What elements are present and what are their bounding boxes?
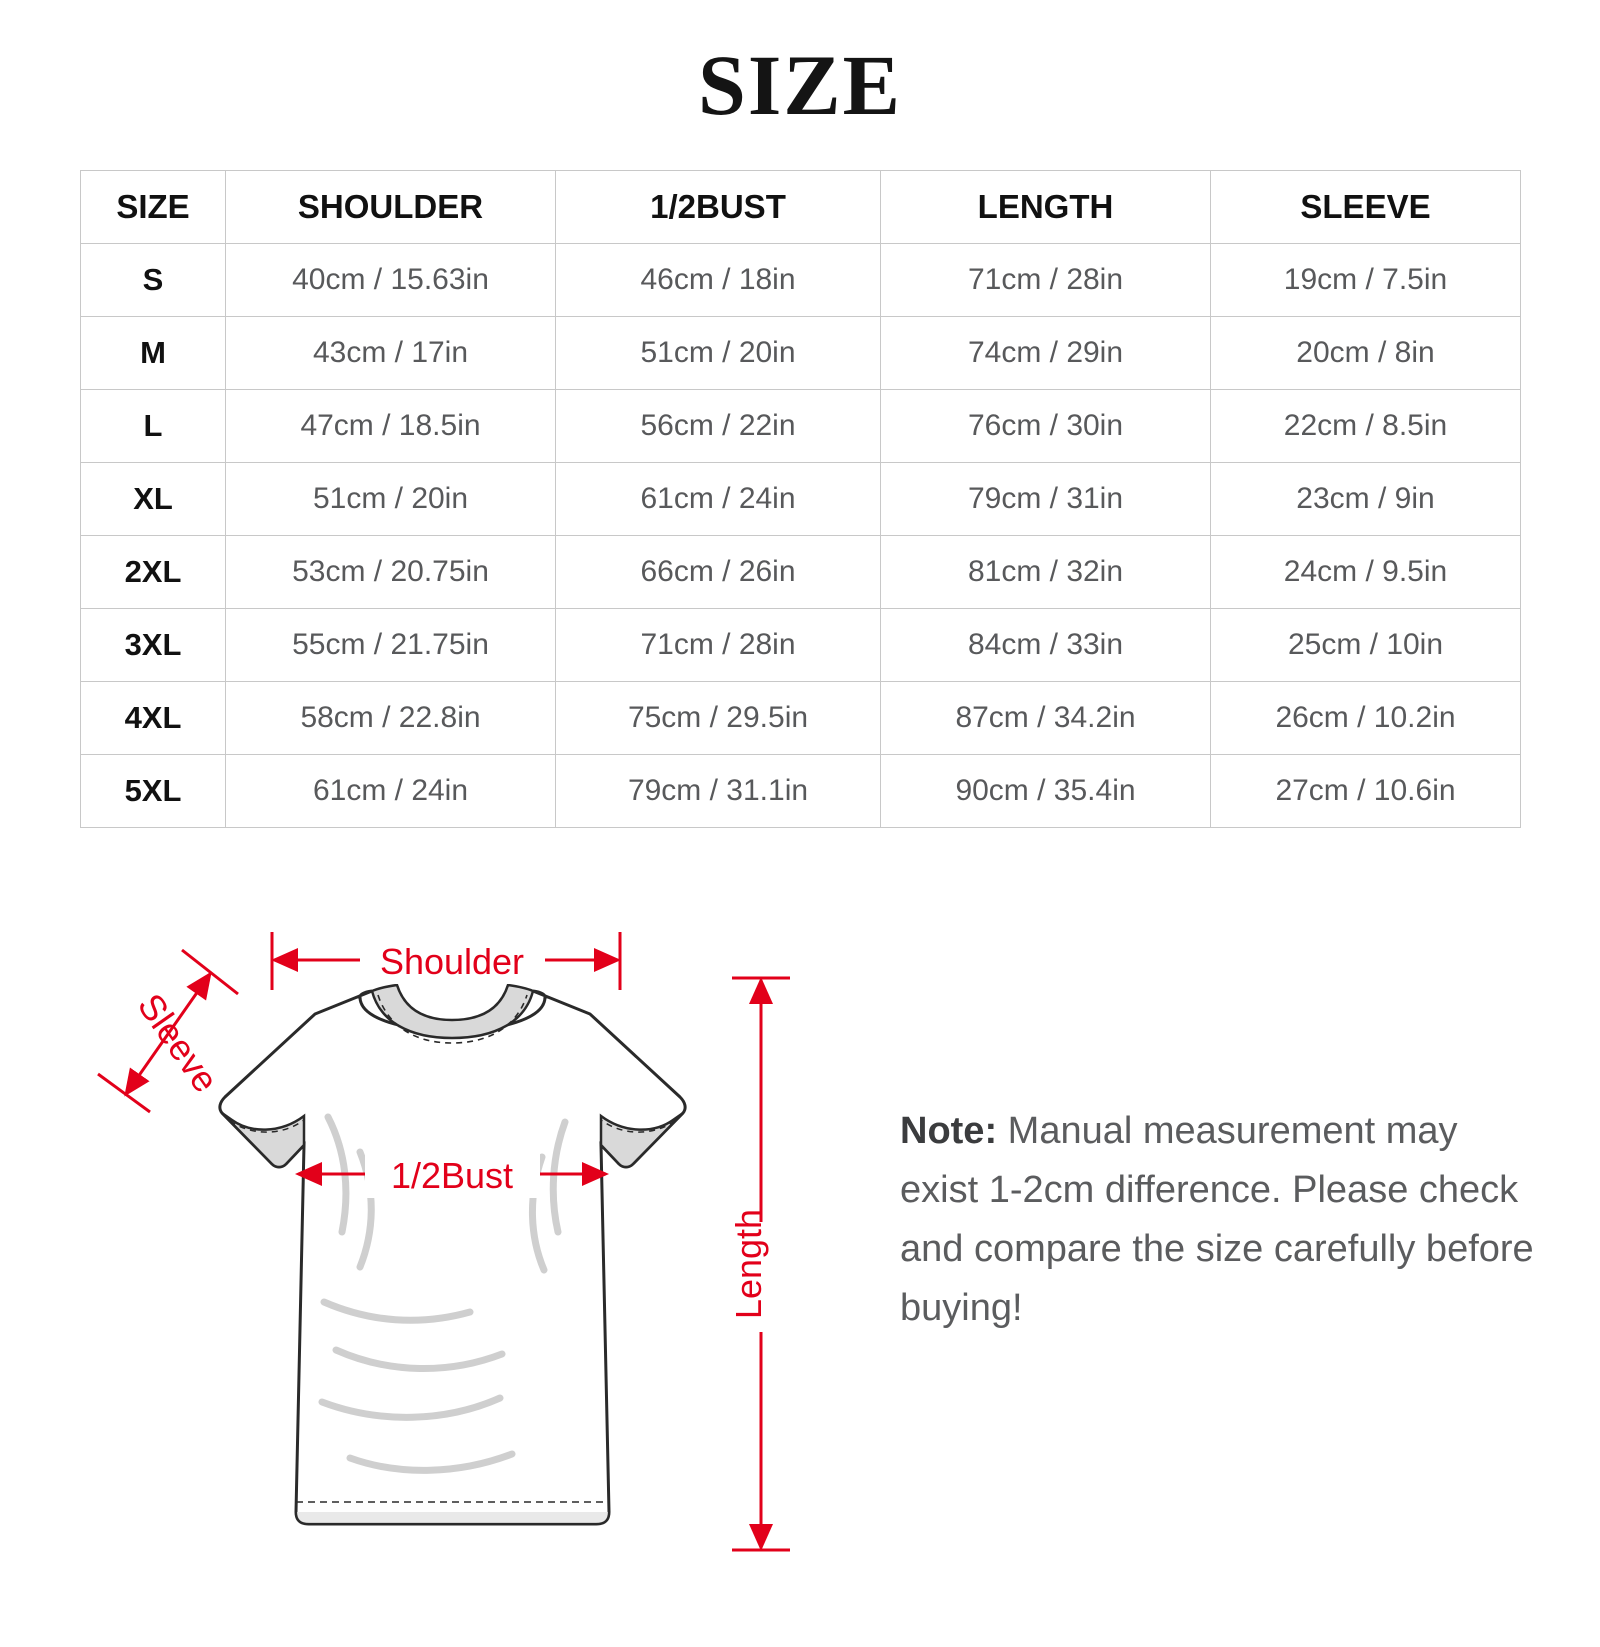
cell-bust: 56cm / 22in [556,390,881,463]
cell-bust: 75cm / 29.5in [556,682,881,755]
table-row [81,463,1521,536]
bust-label: 1/2Bust [390,1155,514,1196]
tshirt-diagram-svg [60,902,860,1642]
column-header-length: LENGTH [881,171,1211,244]
cell-sleeve: 24cm / 9.5in [1211,536,1521,609]
note-text [900,1102,1540,1338]
table-header-row [81,171,1521,244]
cell-bust: 66cm / 26in [556,536,881,609]
cell-length: 71cm / 28in [881,244,1211,317]
table-row [81,755,1521,828]
cell-size: 2XL [81,536,226,609]
cell-length: 79cm / 31in [881,463,1211,536]
cell-length: 84cm / 33in [881,609,1211,682]
sleeve-measure [98,950,238,1112]
table-row [81,317,1521,390]
length-label: Length [728,1208,769,1320]
cell-bust: 61cm / 24in [556,463,881,536]
cell-bust: 51cm / 20in [556,317,881,390]
table-row [81,390,1521,463]
measurement-diagram-section [0,902,1600,1642]
note-body: Manual measurement may exist 1-2cm difference. Please check and compare the size carefully before buying! [900,1110,1534,1329]
tshirt-diagram [60,902,860,1642]
cell-shoulder: 53cm / 20.75in [226,536,556,609]
table-row [81,682,1521,755]
note-prefix: Note: [900,1110,998,1152]
column-header-sleeve: SLEEVE [1211,171,1521,244]
cell-length: 90cm / 35.4in [881,755,1211,828]
cell-sleeve: 20cm / 8in [1211,317,1521,390]
column-header-size: SIZE [81,171,226,244]
cell-size: M [81,317,226,390]
shoulder-measure [272,932,620,990]
page-title: SIZE [697,37,903,133]
cell-size: S [81,244,226,317]
cell-size: 4XL [81,682,226,755]
cell-length: 87cm / 34.2in [881,682,1211,755]
cell-bust: 71cm / 28in [556,609,881,682]
table-row [81,536,1521,609]
size-table-container [80,170,1520,828]
cell-length: 74cm / 29in [881,317,1211,390]
cell-sleeve: 25cm / 10in [1211,609,1521,682]
cell-size: XL [81,463,226,536]
cell-bust: 79cm / 31.1in [556,755,881,828]
tshirt-outline [220,991,685,1524]
hem-band [296,1512,609,1524]
cell-sleeve: 19cm / 7.5in [1211,244,1521,317]
cell-bust: 46cm / 18in [556,244,881,317]
cell-sleeve: 27cm / 10.6in [1211,755,1521,828]
cell-size: L [81,390,226,463]
cell-length: 81cm / 32in [881,536,1211,609]
table-row [81,244,1521,317]
cell-shoulder: 47cm / 18.5in [226,390,556,463]
size-chart-table [80,170,1521,828]
cell-size: 5XL [81,755,226,828]
sleeve-label: Sleeve [129,985,227,1100]
cell-shoulder: 43cm / 17in [226,317,556,390]
column-header-shoulder: SHOULDER [226,171,556,244]
cell-shoulder: 55cm / 21.75in [226,609,556,682]
cell-sleeve: 23cm / 9in [1211,463,1521,536]
cell-shoulder: 51cm / 20in [226,463,556,536]
cell-sleeve: 22cm / 8.5in [1211,390,1521,463]
column-header-bust: 1/2BUST [556,171,881,244]
cell-sleeve: 26cm / 10.2in [1211,682,1521,755]
table-row [81,609,1521,682]
cell-shoulder: 58cm / 22.8in [226,682,556,755]
cell-length: 76cm / 30in [881,390,1211,463]
cell-shoulder: 40cm / 15.63in [226,244,556,317]
shoulder-label: Shoulder [379,941,525,982]
length-measure [728,978,790,1550]
cell-size: 3XL [81,609,226,682]
cell-shoulder: 61cm / 24in [226,755,556,828]
